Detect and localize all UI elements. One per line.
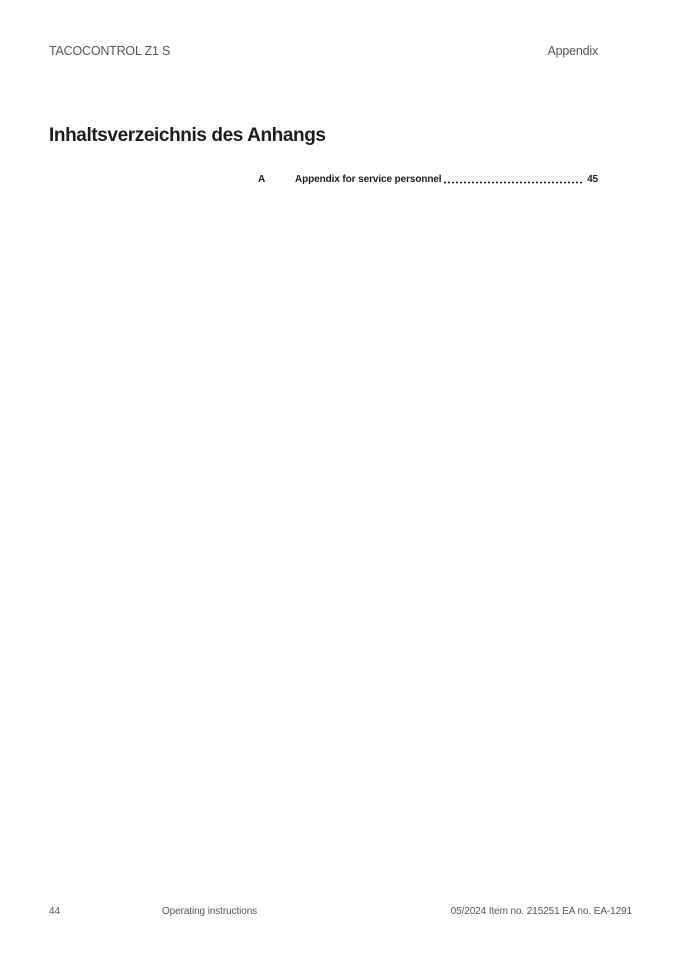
header-section-name: Appendix (547, 44, 598, 58)
toc-entry-chapter: A (258, 174, 266, 185)
footer-edition-info: 05/2024 Item no. 215251 EA no. EA-1291 (450, 906, 632, 917)
header-product-name: TACOCONTROL Z1 S (49, 44, 171, 58)
toc-entry[interactable] (258, 174, 598, 185)
toc-dot-leader (443, 181, 584, 184)
page-header (49, 44, 598, 58)
toc-entry-page-number: 45 (587, 174, 598, 185)
page-footer (0, 906, 678, 920)
toc-entry-label: Appendix for service personnel (295, 174, 442, 185)
page-title: Inhaltsverzeichnis des Anhangs (49, 125, 326, 146)
footer-doc-type: Operating instructions (162, 906, 258, 917)
footer-page-number: 44 (49, 906, 60, 917)
